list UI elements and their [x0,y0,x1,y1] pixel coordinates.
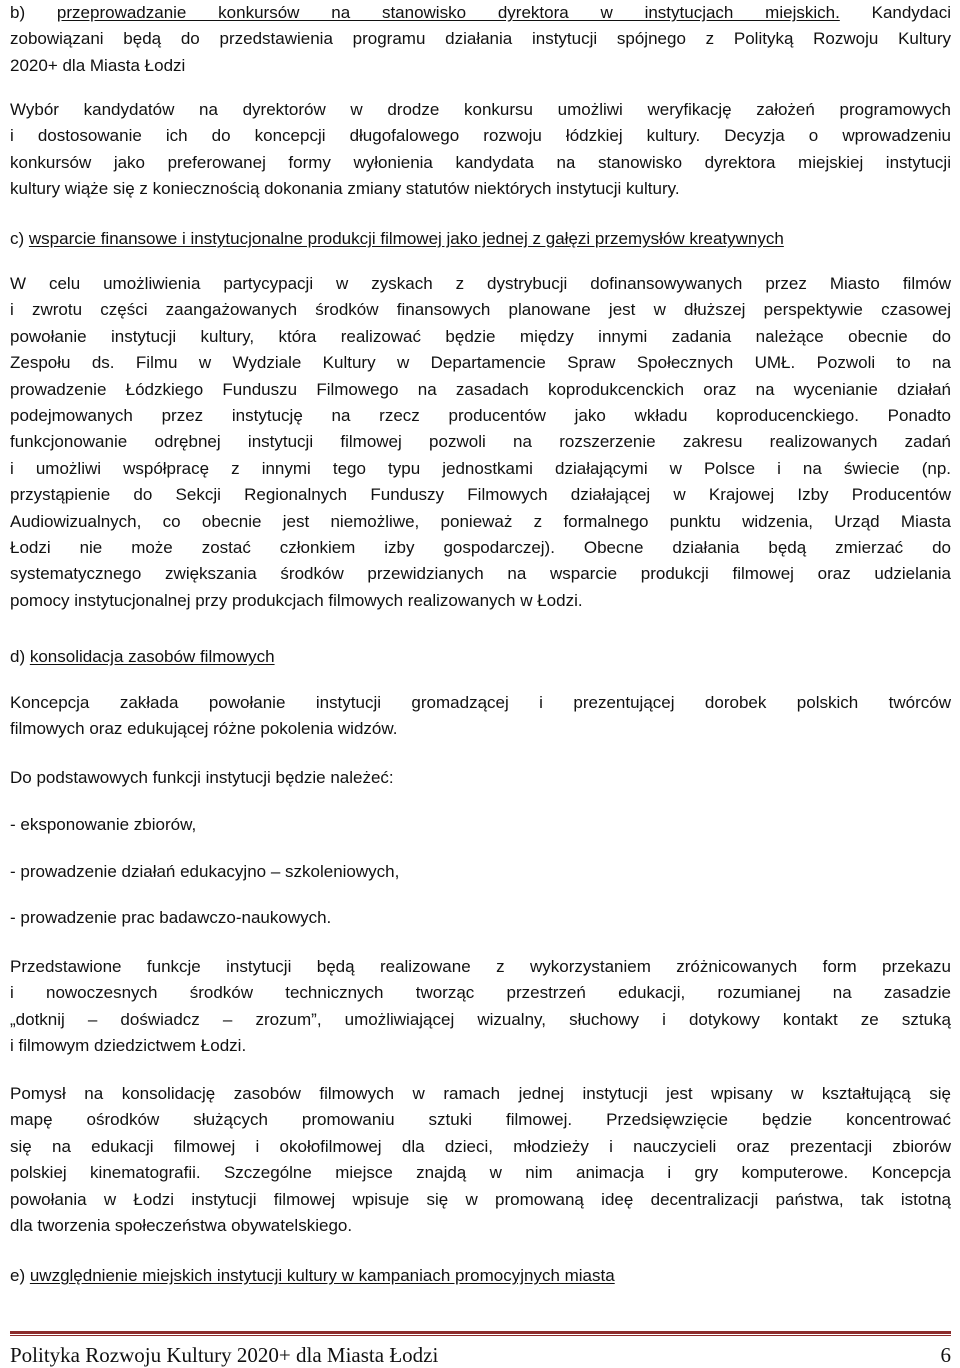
section-e-heading-line [10,1263,951,1289]
paragraph-line: podejmowanych przez instytucję na rzecz producentów jako wkładu koproducenckiego. Ponadto [10,405,951,425]
section-e-prefix: e) [10,1266,30,1285]
paragraph-line: kultury wiąże się z koniecznością dokonania zmiany statutów niektórych instytucji kultury. [10,179,680,199]
paragraph-line: powołania w Łodzi instytucji filmowej wpisuje się w promowaną ideę decentralizacji państwa, tak istotną [10,1189,951,1209]
page-footer [10,1342,951,1368]
section-d-intro: Do podstawowych funkcji instytucji będzie należeć: [10,768,394,787]
list-item: - eksponowanie zbiorów, [10,815,197,834]
section-d-paragraph-1 [10,690,951,743]
page-number: 6 [940,1343,951,1367]
paragraph-line: systematycznego zwiększania środków przewidzianych na wsparcie produkcji filmowej oraz udzielania [10,564,951,584]
section-c-heading: wsparcie finansowe i instytucjonalne produkcji filmowej jako jednej z gałęzi przemysłów kreatywnych [28,229,784,248]
section-b-paragraph [10,97,951,203]
paragraph-line: Koncepcja zakłada powołanie instytucji gromadzącej i prezentującej dorobek polskich twórców [10,693,951,712]
paragraph-line: Audiowizualnych, co obecnie jest niemożliwe, ponieważ z formalnego punktu widzenia, Urząd Miasta [10,511,951,531]
paragraph-line: Łodzi nie może zostać członkiem izby gospodarczej). Obecne działania będą zmierzać do [10,537,951,557]
paragraph-line: polskiej kinematografii. Szczególne miejsce znajdą w nim animacja i gry komputerowe. Koncepcja [10,1163,951,1183]
footer-title: Polityka Rozwoju Kultury 2020+ dla Miasta Łodzi [10,1343,439,1367]
paragraph-line: przystąpienie do Sekcji Regionalnych Funduszy Filmowych działającej w Krajowej Izby Producentów [10,485,951,505]
section-d-prefix: d) [10,647,30,666]
section-c-prefix: c) [10,229,29,248]
paragraph-line: i zwrotu części zaangażowanych środków finansowych planowane jest w dłuższej perspektywie czasowej [10,300,951,320]
paragraph-line: się na edukacji filmowej i okołofilmowej dla dzieci, młodzieży i nauczycieli oraz prezentacji zbiorów [10,1136,951,1156]
paragraph-line: W celu umożliwienia partycypacji w zyskach z dystrybucji dofinansowywanych przez Miasto filmów [10,274,951,293]
section-e-heading: uwzględnienie miejskich instytucji kultury w kampaniach promocyjnych miasta [29,1266,615,1285]
section-b-line-1: b) przeprowadzanie konkursów na stanowisko dyrektora w instytucjach miejskich. Kandydaci [10,3,951,22]
paragraph-line: i filmowym dziedzictwem Łodzi. [10,1036,247,1056]
paragraph-line: i dostosowanie ich do koncepcji długofalowego rozwoju łódzkiej kultury. Decyzja o wprowadzeniu [10,126,951,146]
list-item: - prowadzenie działań edukacyjno – szkoleniowych, [10,862,400,881]
paragraph-line: konkursów jako preferowanej formy wyłonienia kandydata na stanowisko dyrektora miejskiej instytucji [10,152,951,172]
section-b-heading-block [10,0,951,79]
list-item: - prowadzenie prac badawczo-naukowych. [10,908,332,927]
paragraph-line: „dotknij – doświadcz – zrozum”, umożliwiającej wizualny, słuchowy i dotykowy kontakt ze sztuką [10,1009,951,1029]
paragraph-line: i nowoczesnych środków technicznych tworząc przestrzeń edukacji, rozumianej na zasadzie [10,983,951,1003]
paragraph-line: mapę ośrodków służących promowaniu sztuki filmowej. Przedsięwzięcie będzie koncentrować [10,1110,951,1130]
section-d-paragraph-3 [10,1081,951,1239]
paragraph-line: Przedstawione funkcje instytucji będą realizowane z wykorzystaniem zróżnicowanych form przekazu [10,957,951,976]
section-c-paragraph [10,271,951,614]
section-d-paragraph-2 [10,954,951,1060]
section-b-heading: przeprowadzanie konkursów na stanowisko dyrektora w instytucjach miejskich. [56,3,840,22]
footer-divider [10,1331,951,1334]
section-d-heading-line [10,644,951,670]
section-c-heading-line [10,226,951,252]
paragraph-line: i umożliwi współpracę z innymi tego typu jednostkami działającymi w Polsce i na świecie (np. [10,458,951,478]
paragraph-line: pomocy instytucjonalnej przy produkcjach filmowych realizowanych w Łodzi. [10,590,583,610]
paragraph-line: funkcjonowanie odrębnej instytucji filmowej pozwoli na rozszerzenie zakresu realizowanych zadań [10,432,951,452]
paragraph-line: Pomysł na konsolidację zasobów filmowych w ramach jednej instytucji jest wpisany w kształtującą się [10,1084,951,1103]
paragraph-line: powołanie instytucji kultury, która realizować będzie między innymi zadania należące obecnie do [10,326,951,346]
paragraph-line: dla tworzenia społeczeństwa obywatelskiego. [10,1215,353,1235]
paragraph-line: Wybór kandydatów na dyrektorów w drodze konkursu umożliwi weryfikację założeń programowych [10,100,951,119]
paragraph-line: filmowych oraz edukującej różne pokolenia widzów. [10,719,398,739]
section-b-line-2: zobowiązani będą do przedstawienia programu działania instytucji spójnego z Polityką Rozwoju Kultury [10,29,951,49]
section-d-heading: konsolidacja zasobów filmowych [29,647,275,666]
paragraph-line: Zespołu ds. Filmu w Wydziale Kultury w Departamencie Spraw Społecznych UMŁ. Pozwoli to na [10,353,951,373]
section-b-line-3: 2020+ dla Miasta Łodzi [10,55,186,75]
paragraph-line: prowadzenie Łódzkiego Funduszu Filmowego na zasadach koprodukcenckich oraz na wycenianie działań [10,379,951,399]
